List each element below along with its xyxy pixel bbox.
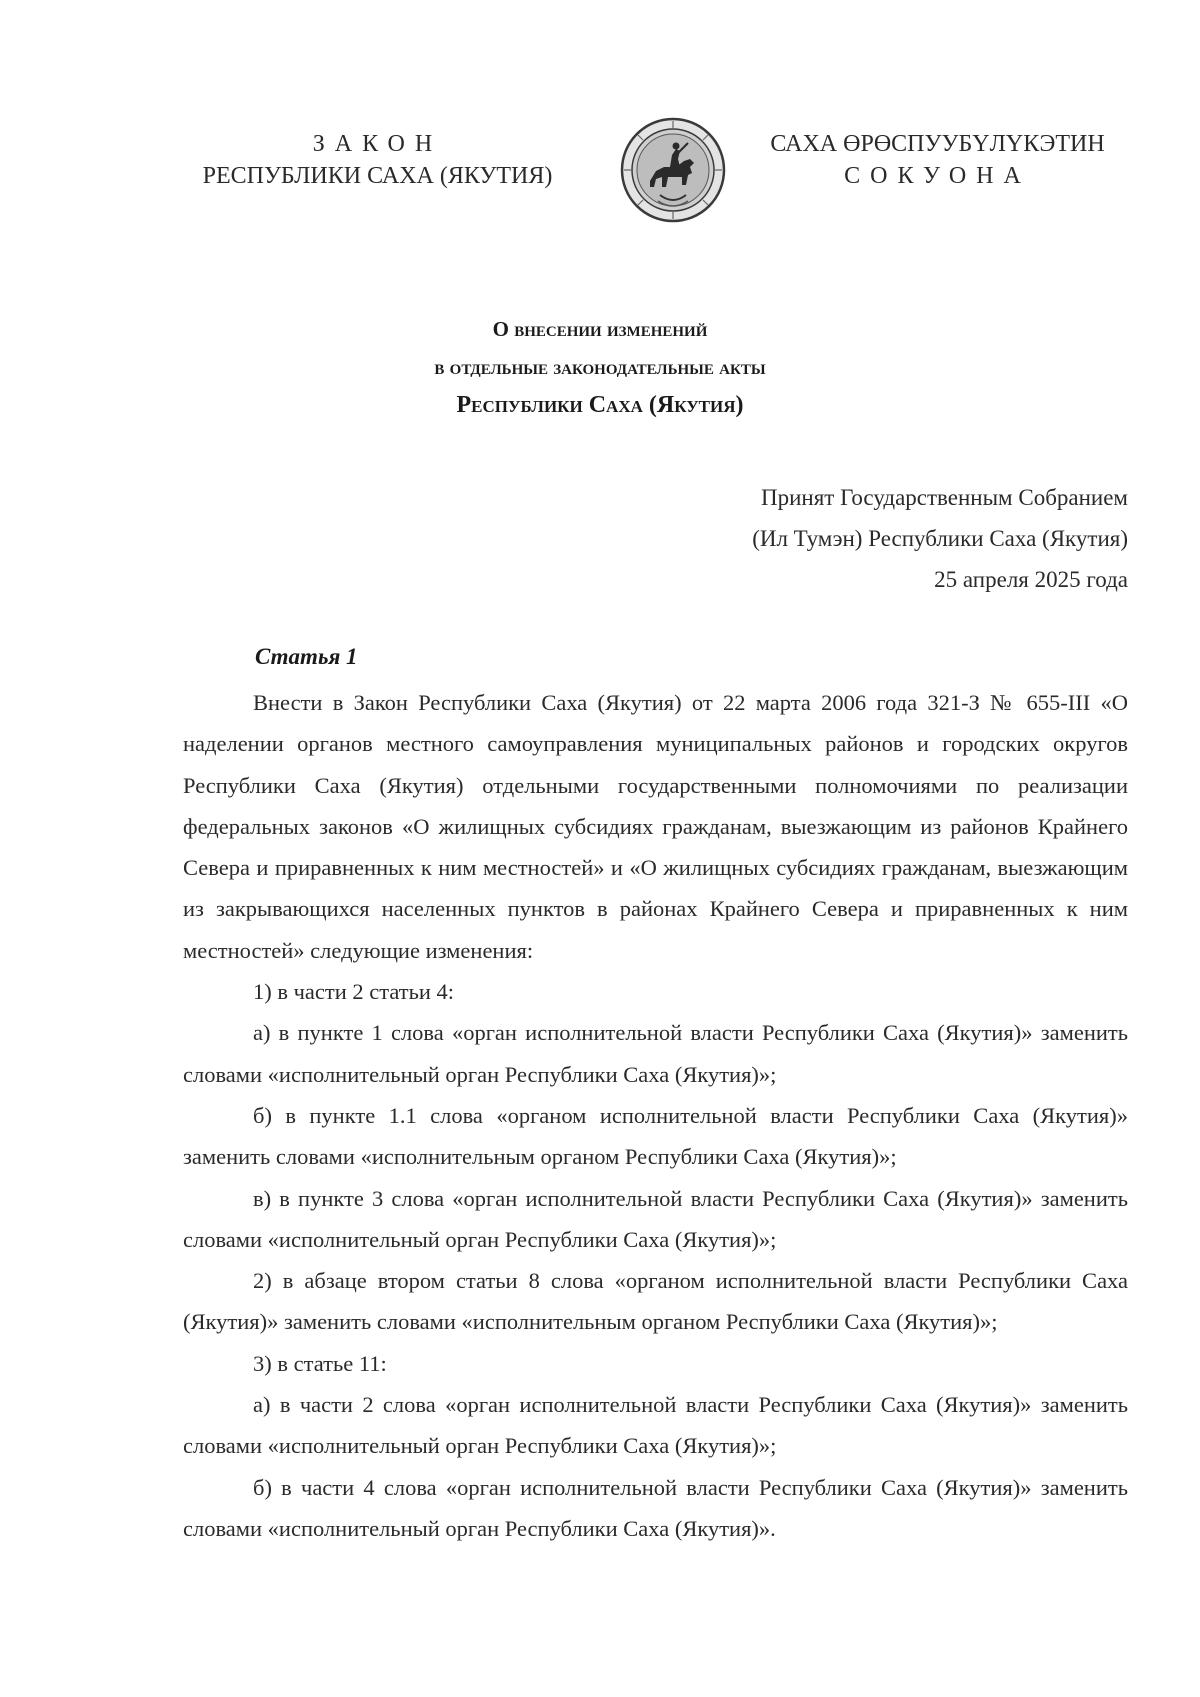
article-paragraph: 2) в абзаце втором статьи 8 слова «органом исполнительной власти Республики Саха (Якутия)» заменить словами «исполнительным органом Республики Саха (Якутия)»; (183, 1268, 1128, 1335)
article-body (183, 682, 1128, 1549)
article-heading: Статья 1 (255, 644, 358, 669)
article-paragraph: б) в части 4 слова «орган исполнительной власти Республики Саха (Якутия)» заменить словами «исполнительный орган Республики Саха (Якутия)». (183, 1474, 1128, 1541)
article-paragraph: Внести в Закон Республики Саха (Якутия) от 22 марта 2006 года 321-З № 655-III «О наделении органов местного самоуправления муниципальных районов и городских округов Республики Саха (Якутия) отдельными государственными полномочиями по реализации федеральных законов «О жилищных субсидиях гражданам, выезжающим из районов Крайнего Севера и приравненных к ним местностей» и «О жилищных субсидиях гражданам, выезжающим из закрывающихся населенных пунктов в районах Крайнего Севера и приравненных к ним местностей» следующие изменения: (183, 690, 1128, 963)
document-title (0, 310, 1200, 424)
article-paragraph: в) в пункте 3 слова «орган исполнительной власти Республики Саха (Якутия)» заменить словами «исполнительный орган Республики Саха (Якутия)»; (183, 1185, 1128, 1252)
header-law-label: ЗАКОН (312, 131, 443, 157)
article-paragraph: 3) в статье 11: (253, 1350, 387, 1376)
title-line-2: в отдельные законодательные акты (434, 355, 766, 379)
header-republic-name: РЕСПУБЛИКИ САХА (ЯКУТИЯ) (202, 163, 553, 189)
title-line-1: О внесении изменений (492, 317, 708, 341)
emblem-graphic (618, 115, 728, 225)
title-line-3: Республики Саха (Якутия) (456, 392, 744, 418)
adoption-block (752, 477, 1128, 600)
article-paragraph: а) в части 2 слова «орган исполнительной власти Республики Саха (Якутия)» заменить словами «исполнительный орган Республики Саха (Якутия)»; (183, 1392, 1128, 1459)
header-right (745, 128, 1130, 192)
article-paragraph: 1) в части 2 статьи 4: (253, 979, 455, 1005)
adoption-line-2: (Ил Тумэн) Республики Саха (Якутия) (752, 526, 1128, 551)
article-paragraph: б) в пункте 1.1 слова «органом исполнительной власти Республики Саха (Якутия)» заменить словами «исполнительным органом Республики Саха (Якутия)»; (183, 1102, 1128, 1170)
adoption-date: 25 апреля 2025 года (934, 567, 1128, 592)
adoption-line-1: Принят Государственным Собранием (760, 485, 1128, 510)
header-left (200, 128, 555, 192)
header-law-label-yakut: СОКУОНА (844, 163, 1031, 189)
coat-of-arms-emblem-icon (618, 115, 728, 225)
article-paragraph: а) в пункте 1 слова «орган исполнительной власти Республики Саха (Якутия)» заменить словами «исполнительный орган Республики Саха (Якутия)»; (183, 1020, 1128, 1087)
header-republic-name-yakut: САХА ӨРӨСПУУБҮЛҮКЭТИН (770, 131, 1105, 157)
